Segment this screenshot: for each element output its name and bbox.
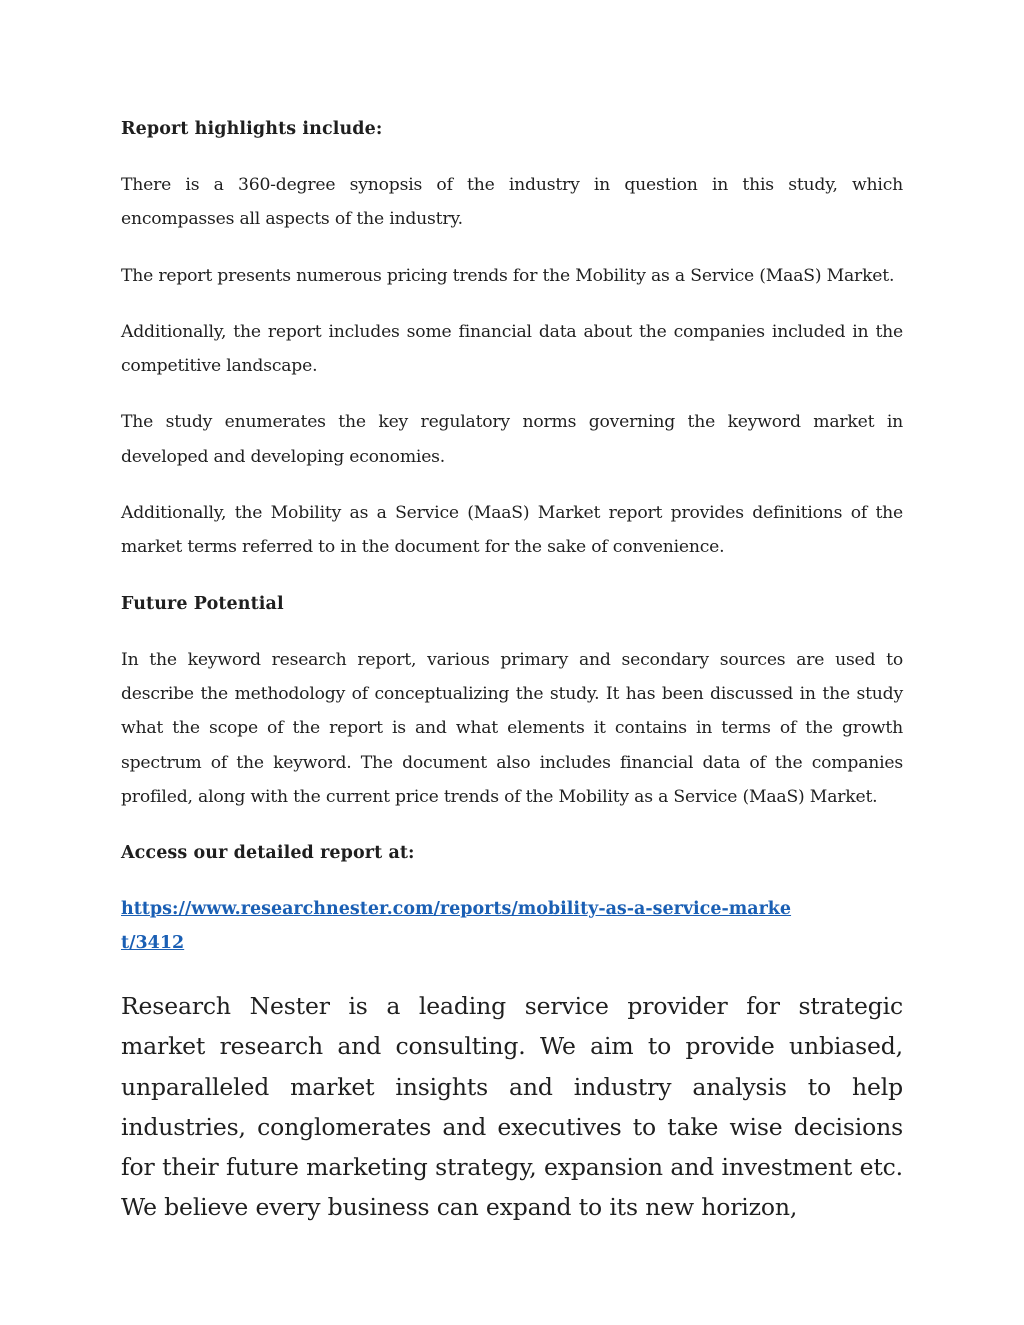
- report-link[interactable]: https://www.researchnester.com/reports/mobility-as-a-service-market/3412: [121, 899, 792, 954]
- highlight-paragraph: There is a 360-degree synopsis of the industry in question in this study, which encompasses all aspects of the industry.: [121, 175, 903, 230]
- about-paragraph: Research Nester is a leading service provider for strategic market research and consulting. We aim to provide unbiased, unparalleled market insights and industry analysis to help industries, conglomerates and executives to take wise decisions for their future marketing strategy, expansion and investment etc. We believe every business can expand to its new horizon,: [121, 992, 903, 1222]
- highlight-paragraph: Additionally, the report includes some financial data about the companies included in the competitive landscape.: [121, 321, 903, 377]
- access-report-heading: Access our detailed report at:: [121, 843, 415, 864]
- highlight-paragraph: The report presents numerous pricing trends for the Mobility as a Service (MaaS) Market.: [121, 265, 895, 286]
- highlights-heading: Report highlights include:: [121, 119, 383, 139]
- future-potential-paragraph: In the keyword research report, various primary and secondary sources are used to describe the methodology of conceptualizing the study. It has been discussed in the study what the scope of the report is and what elements it contains in terms of the growth spectrum of the keyword. The document also includes financial data of the companies profiled, along with the current price trends of the Mobility as a Service (MaaS) Market.: [121, 649, 903, 807]
- document-page: [121, 112, 903, 1227]
- future-potential-heading: Future Potential: [121, 593, 284, 614]
- highlight-paragraph: The study enumerates the key regulatory norms governing the keyword market in developed and developing economies.: [121, 412, 903, 467]
- highlight-paragraph: Additionally, the Mobility as a Service (MaaS) Market report provides definitions of the market terms referred to in the document for the sake of convenience.: [121, 503, 903, 558]
